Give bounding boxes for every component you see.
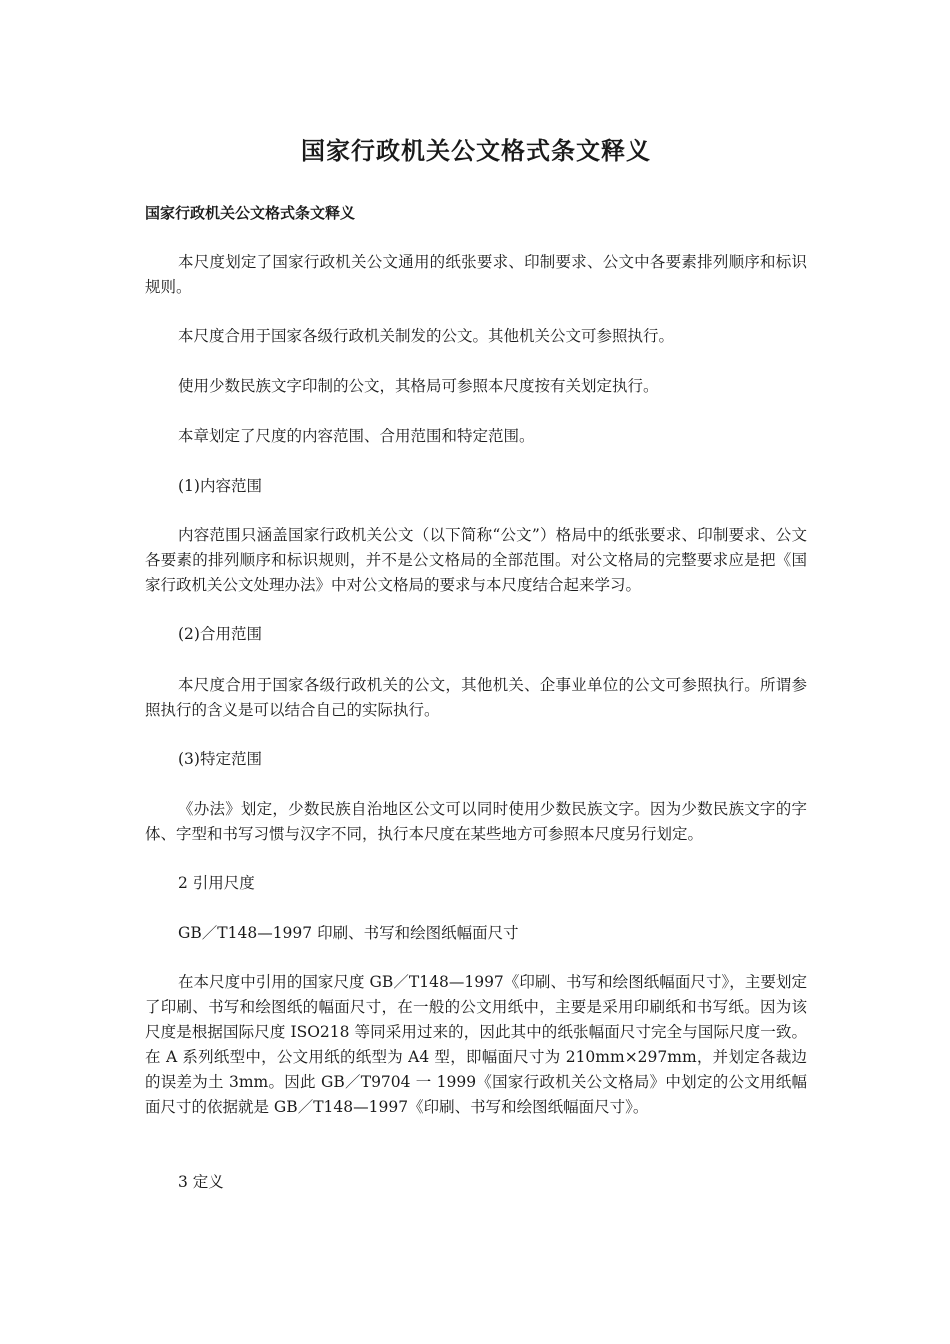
paragraph-chapter-intro: 本章划定了尺度的内容范围、合用范围和特定范围。 [178, 427, 535, 445]
heading-content-scope: (1)内容范围 [178, 477, 262, 495]
paragraph-scope-summary: 本尺度划定了国家行政机关公文通用的纸张要求、印制要求、公文中各要素排列顺序和标识规则。 [145, 253, 807, 296]
document-subtitle: 国家行政机关公文格式条文释义 [145, 204, 356, 222]
paragraph-content-scope: 内容范围只涵盖国家行政机关公文（以下简称“公文”）格局中的纸张要求、印制要求、公文各要素的排列顺序和标识规则，并不是公文格局的全部范围。对公文格局的完整要求应是把《国家行政机关公文处理办法》中对公文格局的要求与本尺度结合起来学习。 [145, 526, 807, 594]
document-title: 国家行政机关公文格式条文释义 [301, 136, 651, 165]
paragraph-referenced-standard-detail: 在本尺度中引用的国家尺度 GB／T148—1997《印刷、书写和绘图纸幅面尺寸》，主要划定了印刷、书写和绘图纸的幅面尺寸，在一般的公文用纸中，主要是采用印刷纸和书写纸。因为该尺度是根据国际尺度 ISO218 等同采用过来的，因此其中的纸张幅面尺寸完全与国际尺度一致。在 A 系列纸型中，公文用纸的纸型为 A4 型，即幅面尺寸为 210mm×297mm，并划定各裁边的误差为土 3mm。因此 GB／T9704 一 1999《国家行政机关公文格局》中划定的公文用纸幅面尺寸的依据就是 GB／T148—1997《印刷、书写和绘图纸幅面尺寸》。 [145, 973, 807, 1116]
paragraph-applicability: 本尺度合用于国家各级行政机关制发的公文。其他机关公文可参照执行。 [178, 327, 675, 345]
paragraph-special-scope: 《办法》划定，少数民族自治地区公文可以同时使用少数民族文字。因为少数民族文字的字体、字型和书写习惯与汉字不同，执行本尺度在某些地方可参照本尺度另行划定。 [145, 800, 807, 843]
heading-referenced-standards: 2 引用尺度 [178, 874, 255, 892]
paragraph-referenced-standard-item: GB／T148—1997 印刷、书写和绘图纸幅面尺寸 [178, 924, 519, 942]
paragraph-applicable-scope: 本尺度合用于国家各级行政机关的公文，其他机关、企事业单位的公文可参照执行。所谓参照执行的含义是可以结合自己的实际执行。 [145, 676, 807, 719]
heading-definitions: 3 定义 [178, 1173, 224, 1191]
paragraph-minority-language: 使用少数民族文字印制的公文，其格局可参照本尺度按有关划定执行。 [178, 377, 659, 395]
heading-applicable-scope: (2)合用范围 [178, 625, 262, 643]
heading-special-scope: (3)特定范围 [178, 750, 262, 768]
